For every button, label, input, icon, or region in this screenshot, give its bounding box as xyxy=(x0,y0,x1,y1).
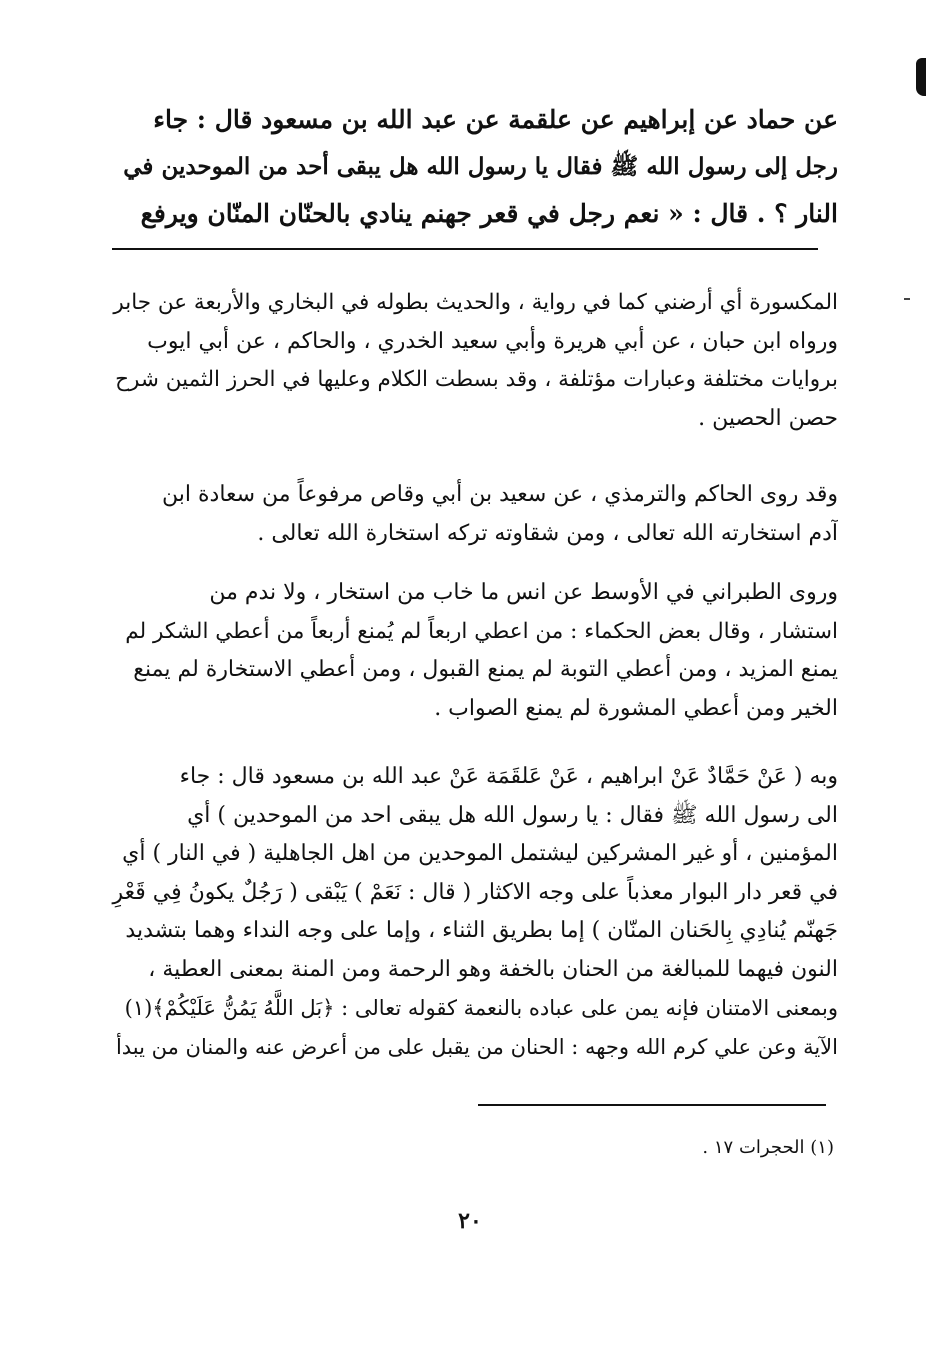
commentary-paragraph xyxy=(110,758,838,1066)
commentary-line: وبه ( عَنْ حَمَّادٌ عَنْ ابراهيم ، عَنْ عَلقَمَة عَنْ عبد الله بن مسعود قال : جاء xyxy=(179,764,838,789)
page-number: ٢٠ xyxy=(458,1208,482,1234)
hadith-text xyxy=(110,96,838,237)
commentary-line: المؤمنين ، أو غير المشركين ليشتمل الموحدين من اهل الجاهلية ( في النار ) أي xyxy=(122,841,838,866)
commentary-line: الخير ومن أعطي المشورة لم يمنع الصواب . xyxy=(434,695,838,721)
commentary-line: حصن الحصين . xyxy=(698,405,838,431)
commentary-line: الى رسول الله ﷺ فقال : يا رسول الله هل يبقى احد من الموحدين ) أي xyxy=(187,802,838,828)
commentary-line: وروى الطبراني في الأوسط عن انس ما خاب من استخار ، ولا ندم من xyxy=(209,580,838,605)
commentary-line: وبمعنى الامتنان فإنه يمن على عباده بالنعمة كقوله تعالى : ﴿بَل اللَّهُ يَمُنُّ عَلَيْكُمْ﴾(١) xyxy=(124,996,838,1020)
hadith-line: النار ؟ . قال : « نعم رجل في قعر جهنم ينادي بالحنّان المنّان ويرفع xyxy=(140,199,838,228)
scan-edge-dash xyxy=(904,298,910,300)
hadith-line: رجل إلى رسول الله ﷺ فقال يا رسول الله هل يبقى أحد من الموحدين في xyxy=(123,153,838,180)
commentary-line: في قعر دار البوار معذباً على وجه الاكثار ( قال : نَعَمْ ) يَبْقى ( رَجُلٌ يكونُ فِي قَعْرِ xyxy=(112,879,838,905)
commentary-paragraph xyxy=(110,574,838,728)
commentary-line: استشار ، وقال بعض الحكماء : من اعطي اربعاً لم يُمنع أربعاً من أعطي الشكر لم xyxy=(125,618,838,644)
hadith-line: عن حماد عن إبراهيم عن علقمة عن عبد الله بن مسعود قال : جاء xyxy=(153,105,838,134)
commentary-line: ورواه ابن حبان ، عن أبي هريرة وأبي سعيد الخدري ، والحاكم ، عن أبي ايوب xyxy=(147,328,838,354)
commentary-line: المكسورة أي أرضني كما في رواية ، والحديث بطوله في البخاري والأربعة عن جابر xyxy=(113,290,838,315)
commentary-line: النون فيهما للمبالغة من الحنان بالخفة وهو الرحمة ومن المنة بمعنى العطية ، xyxy=(148,956,838,982)
commentary-paragraph xyxy=(110,284,838,438)
scan-edge-mark xyxy=(916,58,926,96)
commentary-paragraph xyxy=(110,476,838,553)
commentary-line: جَهنّم يُنادِي بِالحَنان المنّان ) إما بطريق الثناء ، وإما على وجه النداء وهما بتشديد xyxy=(125,918,838,943)
separator-rule xyxy=(112,248,818,250)
commentary-line: آدم استخارته الله تعالى ، ومن شقاوته تركه استخارة الله تعالى . xyxy=(257,520,838,546)
commentary-line: بروايات مختلفة وعبارات مؤتلفة ، وقد بسطت الكلام وعليها في الحرز الثمين شرح xyxy=(115,367,838,392)
commentary-line: يمنع المزيد ، ومن أعطي التوبة لم يمنع القبول ، ومن أعطي الاستخارة لم يمنع xyxy=(133,657,838,682)
commentary-line: وقد روى الحاكم والترمذي ، عن سعيد بن أبي وقاص مرفوعاً من سعادة ابن xyxy=(162,482,838,507)
commentary-line: الآية وعن علي كرم الله وجهه : الحنان من يقبل على من أعرض عنه والمنان من يبدأ xyxy=(115,1034,838,1059)
footnote-separator xyxy=(478,1104,826,1106)
footnote: (١) الحجرات ١٧ . xyxy=(702,1137,834,1158)
